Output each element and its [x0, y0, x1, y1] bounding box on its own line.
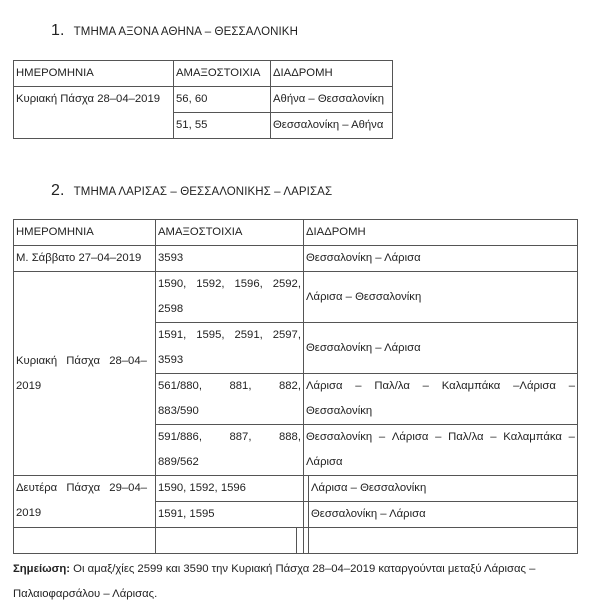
- route-word: Λάρισα: [391, 431, 429, 443]
- train-number: 2597,: [272, 329, 301, 341]
- section1-title: ΤΜΗΜΑ ΑΞΟΝΑ ΑΘΗΝΑ – ΘΕΣΣΑΛΟΝΙΚΗ: [73, 26, 298, 38]
- route-line1: [306, 374, 575, 399]
- table-header-row: [14, 61, 393, 87]
- route-word: Καλαμπάκα: [441, 380, 501, 392]
- route-word: –: [378, 431, 386, 443]
- empty-cell: [297, 528, 304, 554]
- route-word: –: [355, 380, 362, 392]
- route-cell: Λάρισα – Θεσσαλονίκη: [304, 272, 578, 323]
- trains-cell: [156, 425, 304, 476]
- route-cell: Θεσσαλονίκη – Αθήνα: [271, 113, 393, 139]
- header-date: ΗΜΕΡΟΜΗΝΙΑ: [14, 220, 156, 246]
- train-number: 2592,: [272, 278, 301, 290]
- date-line1: Δευτέρα Πάσχα 29–04–: [16, 482, 148, 494]
- trains-cell: 51, 55: [174, 113, 271, 139]
- header-trains: ΑΜΑΞΟΣΤΟΙΧΙΑ: [174, 61, 271, 87]
- table-row: [14, 272, 578, 323]
- empty-cell: [309, 528, 578, 554]
- route-word: –: [435, 431, 442, 443]
- date-line1: Κυριακή Πάσχα 28–04–: [16, 354, 147, 367]
- trains-line1: [158, 272, 301, 297]
- train-number: 2591,: [234, 329, 263, 341]
- note: [13, 557, 583, 607]
- section1-table: [13, 60, 393, 139]
- train-number: 881,: [229, 380, 252, 392]
- route-word: –: [422, 380, 429, 392]
- route-word: Θεσσαλονίκη: [306, 431, 373, 443]
- trains-cell: 3593: [156, 246, 304, 272]
- route-cell: [304, 425, 578, 476]
- header-route: ΔΙΑΔΡΟΜΗ: [304, 220, 578, 246]
- train-number: 1590,: [158, 278, 187, 290]
- route-line2: Θεσσαλονίκη: [306, 405, 373, 417]
- header-date: ΗΜΕΡΟΜΗΝΙΑ: [14, 61, 174, 87]
- train-number: 561/880,: [158, 380, 202, 392]
- date-line2: 2019: [16, 507, 42, 519]
- train-number: 888,: [278, 431, 301, 443]
- trains-cell: [156, 272, 304, 323]
- train-number: 1595,: [196, 329, 225, 341]
- note-label: Σημείωση:: [13, 563, 71, 575]
- date-line1-wrap: [16, 349, 153, 374]
- train-number: 887,: [229, 431, 252, 443]
- date-cell: Μ. Σάββατο 27–04–2019: [14, 246, 156, 272]
- route-cell: Θεσσαλονίκη – Λάρισα: [304, 246, 578, 272]
- train-number: 591/886,: [158, 431, 202, 443]
- train-number: 1591,: [158, 329, 187, 341]
- route-word: Καλαμπάκα: [503, 431, 562, 443]
- table-header-row: [14, 220, 578, 246]
- route-line1: [306, 425, 575, 450]
- section1-heading: [51, 22, 298, 40]
- route-word: –Λάρισα: [513, 380, 556, 392]
- trains-cell: 1590, 1592, 1596: [156, 476, 304, 502]
- header-route: ΔΙΑΔΡΟΜΗ: [271, 61, 393, 87]
- section2-title: ΤΜΗΜΑ ΛΑΡΙΣΑΣ – ΘΕΣΣΑΛΟΝΙΚΗΣ – ΛΑΡΙΣΑΣ: [73, 186, 333, 198]
- route-word: Λάρισα: [306, 380, 343, 392]
- trains-cell: [156, 374, 304, 425]
- trains-line1: [158, 425, 301, 450]
- trains-line1: [158, 323, 301, 348]
- date-cell: Κυριακή Πάσχα 28–04–2019: [14, 87, 174, 139]
- train-number: 1592,: [196, 278, 225, 290]
- header-trains: ΑΜΑΞΟΣΤΟΙΧΙΑ: [156, 220, 304, 246]
- trains-line1: [158, 374, 301, 399]
- empty-cell: [156, 528, 297, 554]
- date-cell: [14, 476, 156, 528]
- route-cell: Θεσσαλονίκη – Λάρισα: [309, 502, 578, 528]
- route-cell: Θεσσαλονίκη – Λάρισα: [304, 323, 578, 374]
- section2-table: [13, 219, 578, 554]
- section2-heading: [51, 182, 332, 200]
- empty-cell: [14, 528, 156, 554]
- section2-number: 2.: [51, 182, 65, 199]
- route-word: Παλ/λα: [374, 380, 410, 392]
- trains-cell: 56, 60: [174, 87, 271, 113]
- route-word: Παλ/λα: [448, 431, 484, 443]
- date-line2: 2019: [16, 379, 42, 392]
- table-row: [14, 476, 578, 502]
- trains-cell: 1591, 1595: [156, 502, 304, 528]
- empty-row: [14, 528, 578, 554]
- trains-line2: 883/590: [158, 405, 199, 417]
- trains-line2: 889/562: [158, 456, 199, 468]
- note-text: Οι αμαξ/χίες 2599 και 3590 την Κυριακή Πάσχα 28–04–2019 καταργούνται μεταξύ Λάρισας – Παλαιοφαρσάλου – Λάρισας.: [13, 563, 536, 600]
- table-row: [14, 87, 393, 113]
- train-number: 882,: [278, 380, 301, 392]
- date-cell: [14, 272, 156, 476]
- trains-cell: [156, 323, 304, 374]
- trains-line2: 3593: [158, 354, 184, 366]
- route-cell: Αθήνα – Θεσσαλονίκη: [271, 87, 393, 113]
- route-word: –: [490, 431, 497, 443]
- route-word: –: [568, 380, 575, 392]
- route-word: –: [568, 431, 575, 443]
- route-line2: Λάρισα: [306, 456, 343, 468]
- route-cell: Λάρισα – Θεσσαλονίκη: [309, 476, 578, 502]
- train-number: 1596,: [234, 278, 263, 290]
- trains-line2: 2598: [158, 303, 184, 315]
- route-cell: [304, 374, 578, 425]
- section1-number: 1.: [51, 22, 65, 39]
- table-row: [14, 246, 578, 272]
